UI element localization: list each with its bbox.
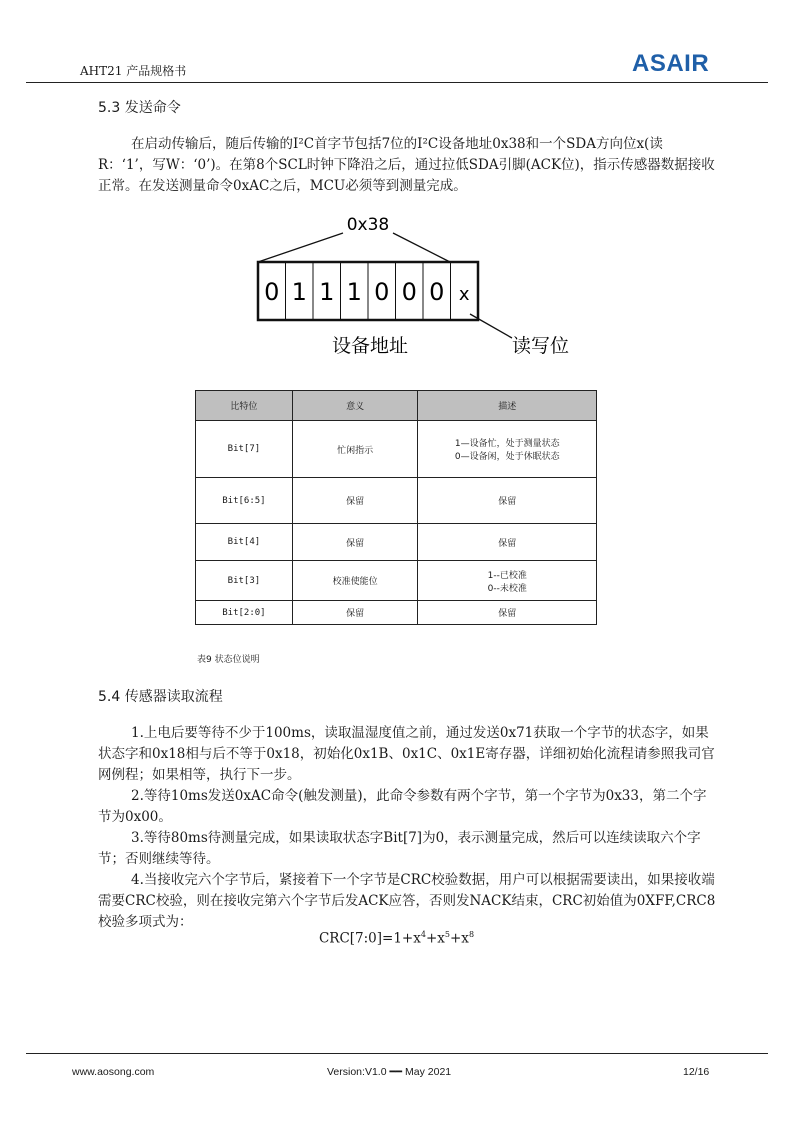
- description-line: 0—设备闲，处于休眠状态: [454, 452, 560, 462]
- footer-divider: [26, 1053, 768, 1054]
- table-caption: 表9 状态位说明: [197, 655, 260, 665]
- brace-left-line: [258, 233, 343, 262]
- header-meaning: 意义: [292, 391, 418, 421]
- status-bit-table: [195, 390, 597, 625]
- i2c-address-diagram: [250, 208, 590, 368]
- address-bit: 1: [291, 278, 307, 306]
- step-4: 4.当接收完六个字节后，紧接着下一个字节是CRC校验数据，用户可以根据需要读出，如果接收端需要CRC校验，则在接收完第六个字节后发ACK应答，否则发NACK结束，CRC初始值为0XFF,CRC8校验多项式为：: [98, 872, 716, 930]
- description-cell: 保留: [418, 601, 597, 625]
- document-title: AHT21 产品规格书: [80, 64, 187, 78]
- table-row: [196, 601, 597, 625]
- meaning-cell: 保留: [292, 601, 418, 625]
- description-cell: [418, 421, 597, 478]
- description-cell: 保留: [418, 524, 597, 561]
- header-description: 描述: [418, 391, 597, 421]
- read-procedure-steps: [98, 723, 716, 933]
- meaning-cell: 保留: [292, 524, 418, 561]
- formula-exponent: 4: [420, 930, 426, 939]
- table-row: [196, 421, 597, 478]
- header-bit: 比特位: [196, 391, 293, 421]
- bit-cell: Bit[4]: [196, 524, 293, 561]
- address-bit: 0: [374, 278, 390, 306]
- step-3: 3.等待80ms待测量完成，如果读取状态字Bit[7]为0，表示测量完成，然后可以连续读取六个字节；否则继续等待。: [98, 830, 701, 867]
- section-5-3-paragraph: [98, 134, 716, 197]
- formula-exponent: 5: [444, 930, 450, 939]
- table-row: [196, 478, 597, 524]
- description-line: 1—设备忙，处于测量状态: [454, 439, 560, 449]
- address-bit: 0: [401, 278, 417, 306]
- formula-term: +x: [425, 930, 445, 947]
- formula-exponent: 8: [468, 930, 475, 939]
- website-link[interactable]: www.aosong.com: [72, 1066, 155, 1078]
- address-bit: 0: [429, 278, 445, 306]
- address-bit: 1: [319, 278, 335, 306]
- section-heading-5-4: 5.4 传感器读取流程: [98, 689, 223, 705]
- send-command-text: 在启动传输后，随后传输的I²C首字节包括7位的I²C设备地址0x38和一个SDA方向位x(读R：‘1’，写W：‘0’)。在第8个SCL时钟下降沿之后，通过拉低SDA引脚(ACK位)，指示传感器数据接收正常。在发送测量命令0xAC之后，MCU必须等到测量完成。: [98, 136, 715, 194]
- device-address-caption: 设备地址: [332, 335, 409, 357]
- description-line: 1--已校准: [487, 570, 527, 581]
- description-cell: 保留: [418, 478, 597, 524]
- description-line: 0--未校准: [487, 583, 527, 594]
- bit-cell: Bit[2:0]: [196, 601, 293, 625]
- address-label: 0x38: [346, 215, 390, 235]
- description-cell: [418, 561, 597, 601]
- version-info: Version:V1.0 ━━ May 2021: [327, 1066, 452, 1078]
- section-heading-5-3: 5.3 发送命令: [98, 100, 181, 116]
- table-row: [196, 524, 597, 561]
- brace-right-line: [393, 233, 450, 262]
- table-row: [196, 561, 597, 601]
- formula-term: +x: [450, 930, 469, 947]
- rw-pointer-line: [470, 314, 512, 338]
- table-header-row: [196, 391, 597, 421]
- step-2: 2.等待10ms发送0xAC命令(触发测量)，此命令参数有两个字节，第一个字节为0x33，第二个字节为0x00。: [98, 788, 707, 825]
- step-1: 1.上电后要等待不少于100ms，读取温湿度值之前，通过发送0x71获取一个字节的状态字，如果状态字和0x18相与后不等于0x18，初始化0x1B、0x1C、0x1E寄存器，详细初始化流程请参照我司官网例程；如果相等，执行下一步。: [98, 725, 715, 783]
- rw-bit-caption: 读写位: [512, 335, 570, 357]
- formula-term: CRC[7:0]=1+x: [318, 930, 421, 947]
- asair-logo: ASAIR: [632, 50, 710, 77]
- header-divider: [26, 82, 768, 83]
- meaning-cell: 忙闲指示: [292, 421, 418, 478]
- address-bit: 0: [264, 278, 280, 306]
- address-bit: x: [458, 284, 470, 305]
- bit-cell: Bit[3]: [196, 561, 293, 601]
- crc-polynomial: [0, 930, 793, 947]
- bit-cell: Bit[6:5]: [196, 478, 293, 524]
- address-bit: 1: [346, 278, 362, 306]
- meaning-cell: 校准使能位: [292, 561, 418, 601]
- page-number: 12/16: [683, 1066, 710, 1078]
- bit-cell: Bit[7]: [196, 421, 293, 478]
- meaning-cell: 保留: [292, 478, 418, 524]
